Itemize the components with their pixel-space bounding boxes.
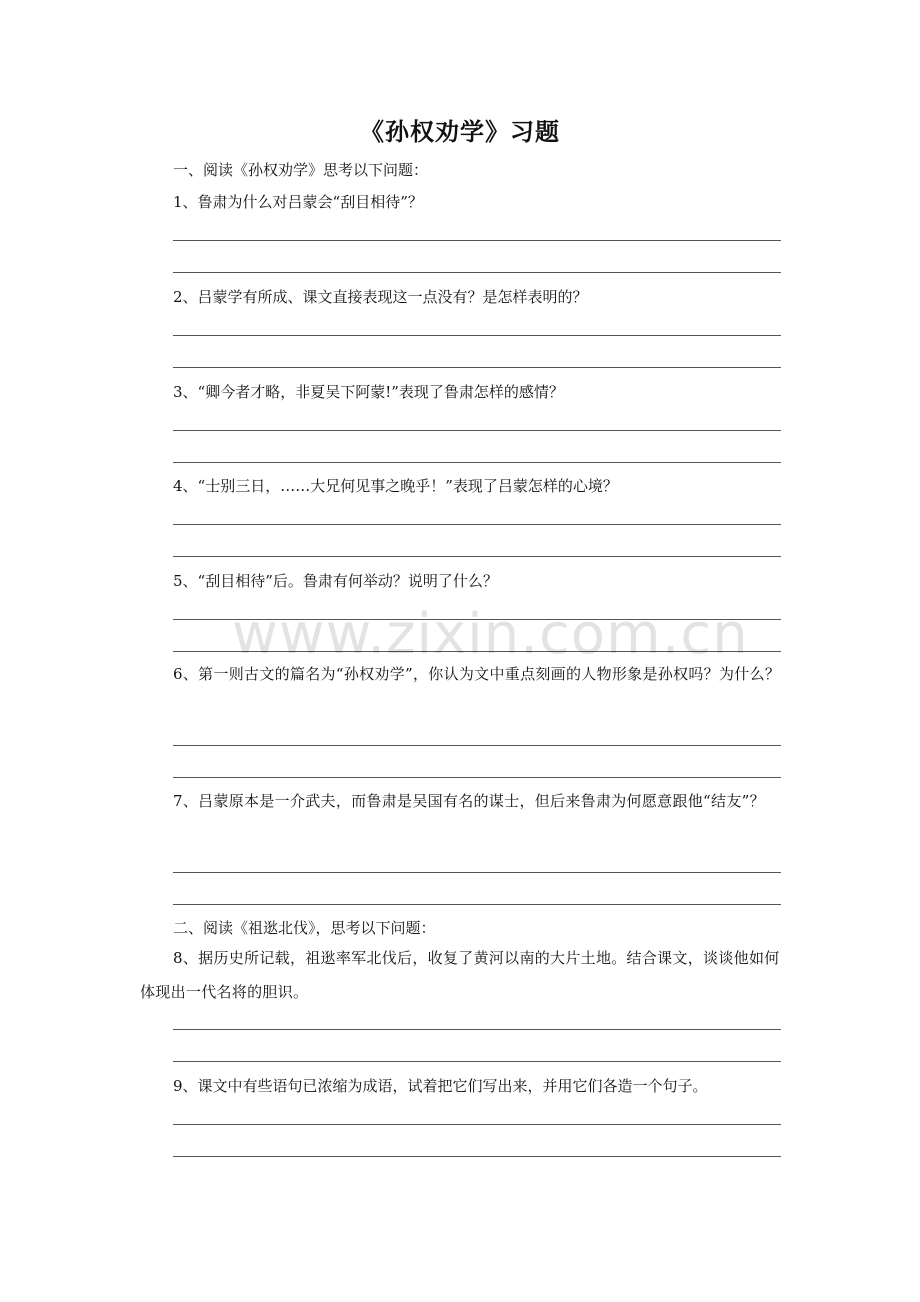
- question-6: 6、第一则古文的篇名为“孙权劝学”，你认为文中重点刻画的人物形象是孙权吗？为什么？: [173, 665, 781, 683]
- answer-line: [173, 240, 781, 241]
- answer-line: [173, 904, 781, 905]
- question-4: 4、“士别三日，……大兄何见事之晚乎！”表现了吕蒙怎样的心境？: [173, 477, 618, 495]
- section-heading-1: 一、阅读《孙权劝学》思考以下问题：: [173, 161, 429, 179]
- answer-line: [173, 272, 781, 273]
- answer-line: [173, 1061, 781, 1062]
- answer-line: [173, 872, 781, 873]
- question-8: 8、据历史所记载，祖逖率军北伐后，收复了黄河以南的大片土地。结合课文，谈谈他如何体现出一代名将的胆识。: [140, 949, 780, 1001]
- answer-line: [173, 556, 781, 557]
- watermark: www.zixin.com.cn: [232, 602, 749, 667]
- question-5: 5、“刮目相待”后。鲁肃有何举动？说明了什么？: [173, 572, 498, 590]
- section-heading-2: 二、阅读《祖逖北伐》，思考以下问题：: [173, 919, 436, 937]
- answer-line: [173, 367, 781, 368]
- question-7: 7、吕蒙原本是一介武夫，而鲁肃是吴国有名的谋士，但后来鲁肃为何愿意跟他“结友”？: [173, 792, 765, 810]
- answer-line: [173, 651, 781, 652]
- question-2: 2、吕蒙学有所成、课文直接表现这一点没有？是怎样表明的？: [173, 288, 588, 306]
- question-9: 9、课文中有些语句已浓缩为成语，试着把它们写出来，并用它们各造一个句子。: [173, 1077, 708, 1095]
- answer-line: [173, 1156, 781, 1157]
- page-title: 《孙权劝学》习题: [360, 118, 560, 146]
- question-1: 1、鲁肃为什么对吕蒙会“刮目相待”？: [173, 193, 423, 211]
- answer-line: [173, 335, 781, 336]
- answer-line: [173, 619, 781, 620]
- answer-line: [173, 430, 781, 431]
- answer-line: [173, 1124, 781, 1125]
- answer-line: [173, 524, 781, 525]
- answer-line: [173, 777, 781, 778]
- answer-line: [173, 462, 781, 463]
- question-3: 3、“卿今者才略，非夏吴下阿蒙!”表现了鲁肃怎样的感情？: [173, 383, 564, 401]
- answer-line: [173, 1029, 781, 1030]
- answer-line: [173, 745, 781, 746]
